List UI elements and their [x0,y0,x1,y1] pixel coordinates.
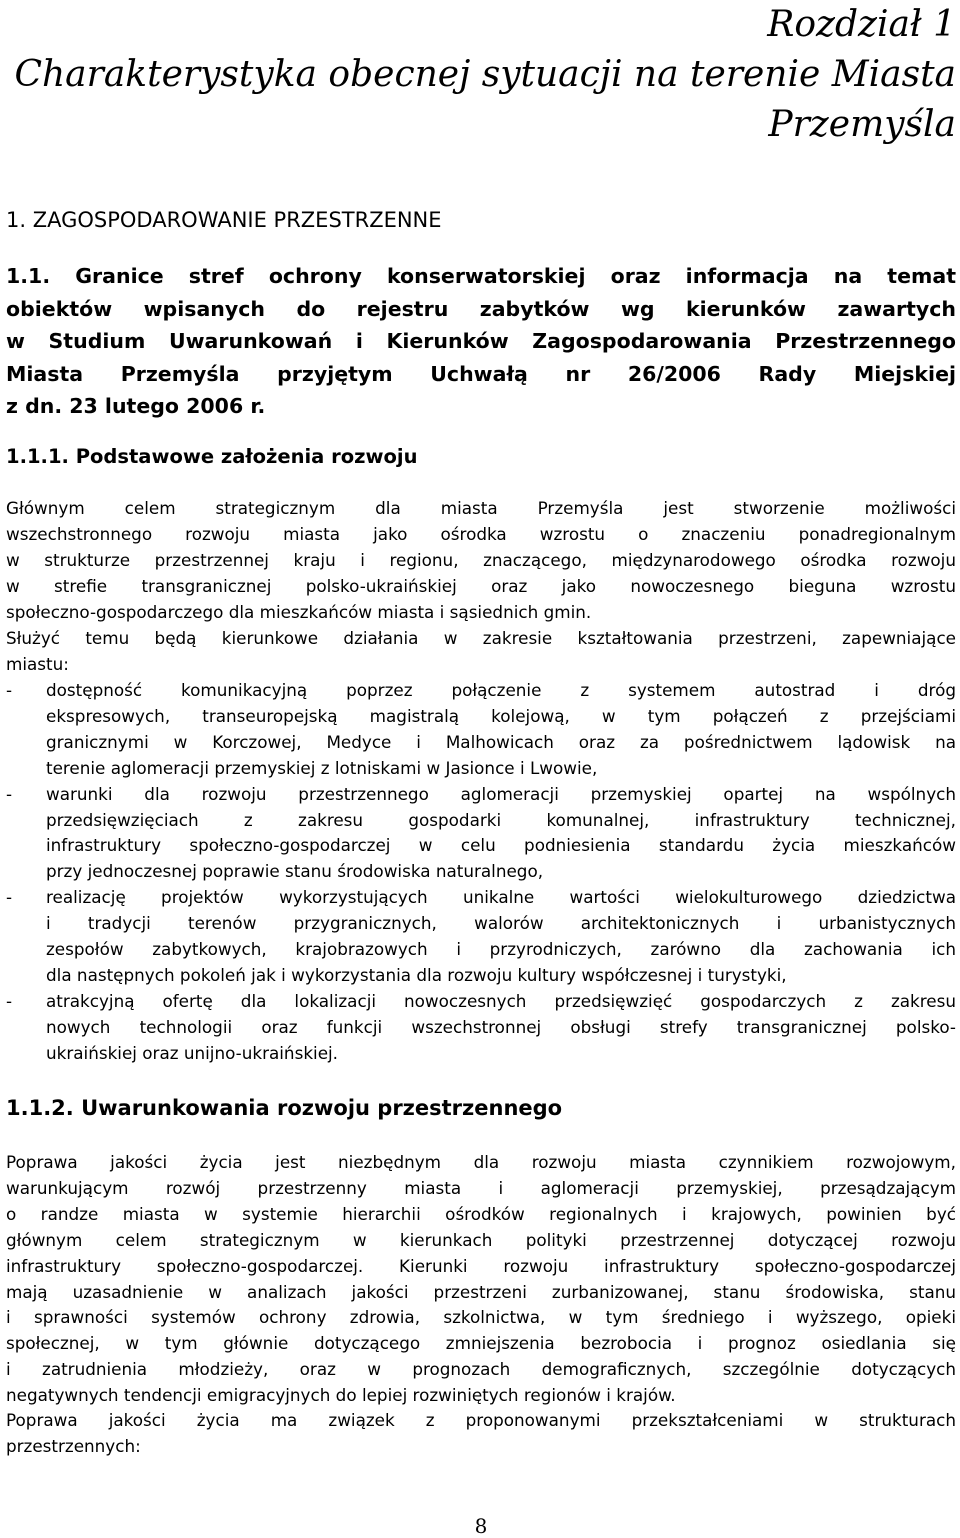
text-line: warunkującym rozwój przestrzenny miasta i aglomeracji przemyskiej, przesądzającym [6,1177,956,1198]
text-line: o randze miasta w systemie hierarchii ośrodków regionalnych i krajowych, powinien być [6,1203,956,1224]
text-line: nowych technologii oraz funkcji wszechstronnej obsługi strefy transgranicznej polsko- [46,1016,956,1037]
paragraph-actions-intro [6,626,956,678]
text-line: granicznymi w Korczowej, Medyce i Malhowicach oraz za pośrednictwem lądowisk na [46,731,956,752]
chapter-title-line2: Przemyśla [768,104,956,145]
chapter-number: Rozdział 1 [767,4,956,45]
text-line: społeczno-gospodarczego dla mieszkańców miasta i sąsiednich gmin. [6,601,592,622]
section-heading: 1. ZAGOSPODAROWANIE PRZESTRZENNE [6,208,442,232]
bullet-list [6,678,956,1067]
text-line: atrakcyjną ofertę dla lokalizacji nowoczesnych przedsięwzięć gospodarczych z zakresu [46,990,956,1011]
text-line: Poprawa jakości życia jest niezbędnym dla rozwoju miasta czynnikiem rozwojowym, [6,1152,956,1172]
text-line: przestrzennych: [6,1435,141,1456]
chapter-title-line1: Charakterystyka obecnej sytuacji na terenie Miasta [14,54,956,95]
paragraph-transformations [6,1408,956,1460]
text-line: głównym celem strategicznym w kierunkach polityki przestrzennej dotyczącej rozwoju [6,1229,956,1250]
text-line: infrastruktury społeczno-gospodarczej w celu podniesienia standardu życia mieszkańców [46,835,956,856]
document-page [6,0,956,1537]
paragraph-goals [6,496,956,626]
bullet-dash: - [6,990,13,1011]
heading-1-1-1: 1.1.1. Podstawowe założenia rozwoju [6,445,418,468]
text-line: Głównym celem strategicznym dla miasta Przemyśla jest stworzenie możliwości [6,498,956,518]
bullet-dash: - [6,783,13,804]
text-line: mają uzasadnienie w analizach jakości przestrzeni zurbanizowanej, stanu środowiska, stanu [6,1281,956,1302]
bullet-dash: - [6,680,13,700]
text-line: negatywnych tendencji emigracyjnych do lepiej rozwiniętych regionów i krajów. [6,1385,676,1406]
text-line: przedsięwzięciach z zakresu gospodarki komunalnej, infrastruktury technicznej, [46,809,956,830]
text-line: dla następnych pokoleń jak i wykorzystania dla rozwoju kultury współczesnej i turystyki, [46,964,787,985]
subsection-line: 1.1. Granice stref ochrony konserwatorskiej oraz informacja na temat [6,264,956,288]
heading-1-1-2: 1.1.2. Uwarunkowania rozwoju przestrzennego [6,1096,563,1120]
text-line: w strukturze przestrzennej kraju i regionu, znaczącego, międzynarodowego ośrodka rozwoju [6,549,956,570]
subsection-line: obiektów wpisanych do rejestru zabytków wg kierunków zawartych [6,296,956,321]
text-line: i zatrudnienia młodzieży, oraz w prognozach demograficznych, szczególnie dotyczących [6,1359,956,1380]
text-line: wszechstronnego rozwoju miasta jako ośrodka wzrostu o znaczeniu ponadregionalnym [6,523,956,544]
subsection-line: w Studium Uwarunkowań i Kierunków Zagospodarowania Przestrzennego [6,329,956,353]
text-line: Służyć temu będą kierunkowe działania w zakresie kształtowania przestrzeni, zapewniające [6,628,956,648]
text-line: miastu: [6,653,69,674]
subsection-line: z dn. 23 lutego 2006 r. [6,394,266,418]
bullet-dash: - [6,887,13,908]
subsection-line: Miasta Przemyśla przyjętym Uchwałą nr 26/2006 Rady Miejskiej [6,361,956,386]
text-line: i tradycji terenów przygranicznych, walorów architektonicznych i urbanistycznych [46,913,956,934]
text-line: i sprawności systemów ochrony zdrowia, szkolnictwa, w tym średniego i wyższego, opieki [6,1307,956,1328]
text-line: zespołów zabytkowych, krajobrazowych i przyrodniczych, zarówno dla zachowania ich [46,939,956,960]
text-line: ekspresowych, transeuropejską magistralą kolejową, w tym połączeń z przejściami [46,705,956,726]
page-number: 8 [474,1514,488,1538]
text-line: dostępność komunikacyjną poprzez połączenie z systemem autostrad i dróg [46,680,956,700]
list-item [6,678,956,782]
subsection-heading [6,260,956,423]
text-line: terenie aglomeracji przemyskiej z lotniskami w Jasionce i Lwowie, [46,757,598,778]
text-line: społecznej, w tym głównie dotyczącego zmniejszenia bezrobocia i prognoz osiedlania się [6,1333,956,1354]
text-line: warunki dla rozwoju przestrzennego aglomeracji przemyskiej opartej na wspólnych [46,783,956,804]
list-item [6,885,956,989]
text-line: infrastruktury społeczno-gospodarczej. Kierunki rozwoju infrastruktury społeczno-gospodarczej [6,1255,956,1276]
text-line: w strefie transgranicznej polsko-ukraińskiej oraz jako nowoczesnego bieguna wzrostu [6,575,956,596]
text-line: przy jednoczesnej poprawie stanu środowiska naturalnego, [46,861,544,882]
list-item [6,782,956,886]
text-line: Poprawa jakości życia ma związek z proponowanymi przekształceniami w strukturach [6,1410,956,1430]
list-item [6,989,956,1067]
paragraph-quality-of-life [6,1150,956,1409]
text-line: ukraińskiej oraz unijno-ukraińskiej. [46,1042,339,1063]
text-line: realizację projektów wykorzystujących unikalne wartości wielokulturowego dziedzictwa [46,887,956,908]
